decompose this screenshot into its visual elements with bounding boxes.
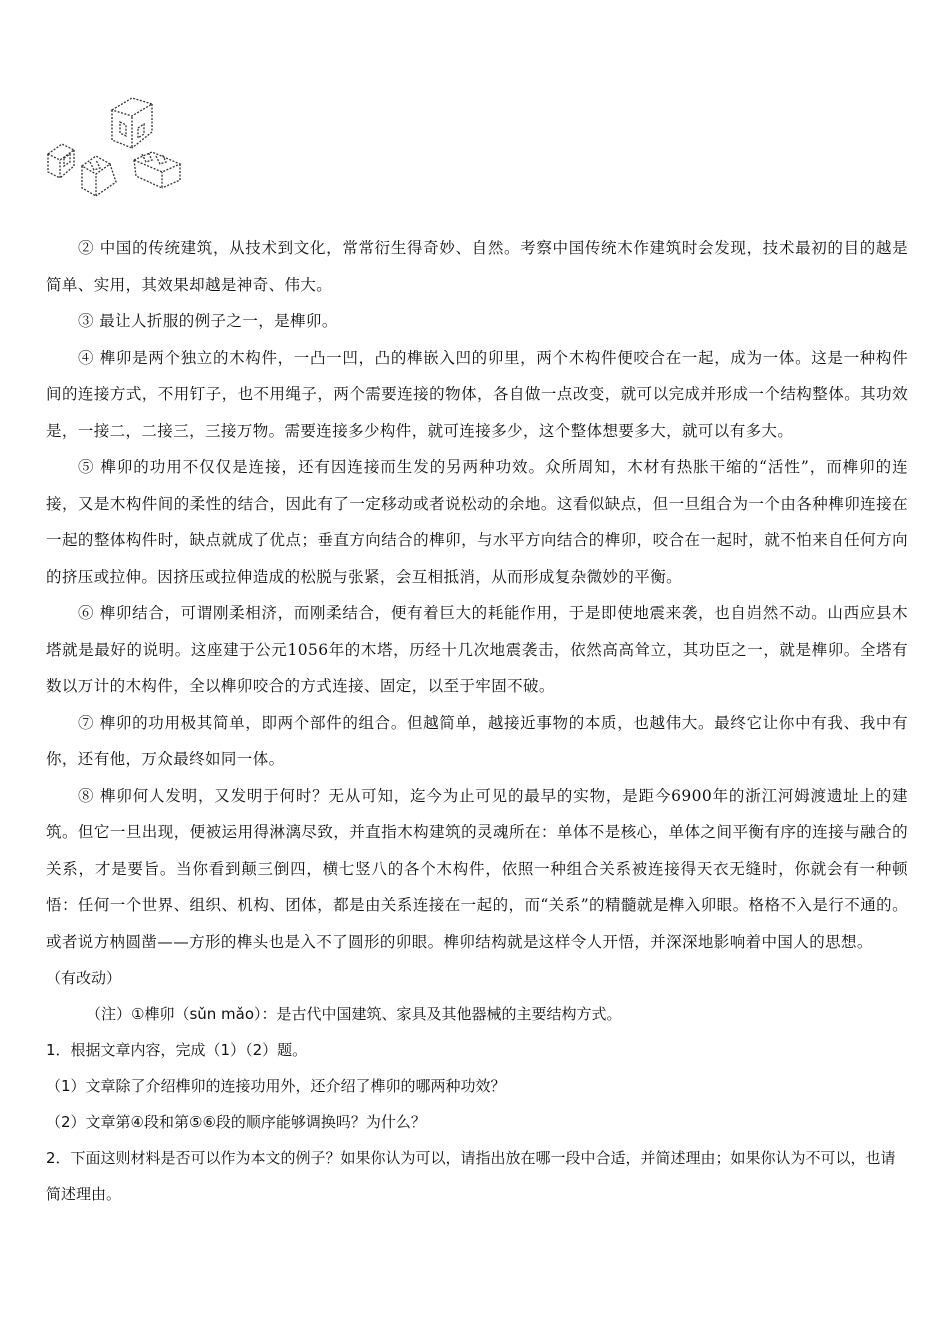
paragraph-4: ④ 榫卯是两个独立的木构件，一凸一凹，凸的榫嵌入凹的卯里，两个木构件便咬合在一起，成为一体。这是一种构件间的连接方式，不用钉子，也不用绳子，两个需要连接的物体，各自做一点改变，就可以完成并形成一个结构整体。其功效是，一接二，二接三，三接万物。需要连接多少构件，就可连接多少，这个整体想要多大，就可以有多大。 — [46, 348, 908, 440]
question-1-sub-2: （2）文章第④段和第⑤⑥段的顺序能够调换吗？为什么？ — [46, 1113, 426, 1131]
paragraph-2: ② 中国的传统建筑，从技术到文化，常常衍生得奇妙、自然。考察中国传统木作建筑时会发现，技术最初的目的越是简单、实用，其效果却越是神奇、伟大。 — [46, 239, 908, 294]
question-2: 2．下面这则材料是否可以作为本文的例子？如果你认为可以，请指出放在哪一段中合适，并简述理由；如果你认为不可以，也请简述理由。 — [46, 1149, 896, 1203]
paragraph-6: ⑥ 榫卯结合，可谓刚柔相济，而刚柔结合，便有着巨大的耗能作用，于是即使地震来袭，也自岿然不动。山西应县木塔就是最好的说明。这座建于公元1056年的木塔，历经十几次地震袭击，依然高高耸立，其功臣之一，就是榫卯。全塔有数以万计的木构件，全以榫卯咬合的方式连接、固定，以至于牢固不破。 — [46, 604, 908, 695]
question-1-sub-1: （1）文章除了介绍榫卯的连接功用外，还介绍了榫卯的哪两种功效？ — [46, 1077, 506, 1095]
source-note: （有改动） — [46, 969, 122, 987]
footnote: （注）①榫卯（sǔn mǎo）：是古代中国建筑、家具及其他器械的主要结构方式。 — [86, 1005, 622, 1023]
paragraph-3: ③ 最让人折服的例子之一，是榫卯。 — [78, 312, 338, 330]
tenon-mortise-drawing — [40, 92, 200, 202]
paragraph-8: ⑧ 榫卯何人发明，又发明于何时？无从可知，迄今为止可见的最早的实物，是距今6900年的浙江河姆渡遗址上的建筑。但它一旦出现，便被运用得淋漓尽致，并直指木构建筑的灵魂所在：单体不是核心，单体之间平衡有序的连接与融合的关系，才是要旨。当你看到颠三倒四，横七竖八的各个木构件，依照一种组合关系被连接得天衣无缝时，你就会有一种顿悟：任何一个世界、组织、机构、团体，都是由关系连接在一起的，而“关系”的精髓就是榫入卯眼。格格不入是行不通的。或者说方枘圆凿——方形的榫头也是入不了圆形的卯眼。榫卯结构就是这样令人开悟，并深深地影响着中国人的思想。 — [46, 786, 908, 951]
paragraph-7: ⑦ 榫卯的功用极其简单，即两个部件的组合。但越简单，越接近事物的本质，也越伟大。最终它让你中有我、我中有你，还有他，万众最终如同一体。 — [46, 713, 908, 768]
tenon-mortise-illustration — [40, 92, 200, 202]
question-1: 1．根据文章内容，完成（1）（2）题。 — [46, 1041, 308, 1059]
article-content — [46, 230, 908, 1212]
paragraph-5: ⑤ 榫卯的功用不仅仅是连接，还有因连接而生发的另两种功效。众所周知，木材有热胀干缩的“活性”，而榫卯的连接，又是木构件间的柔性的结合，因此有了一定移动或者说松动的余地。这看似缺点，但一旦组合为一个由各种榫卯连接在一起的整体构件时，缺点就成了优点；垂直方向结合的榫卯，与水平方向结合的榫卯，咬合在一起时，就不怕来自任何方向的挤压或拉伸。因挤压或拉伸造成的松脱与张紧，会互相抵消，从而形成复杂微妙的平衡。 — [46, 458, 908, 586]
